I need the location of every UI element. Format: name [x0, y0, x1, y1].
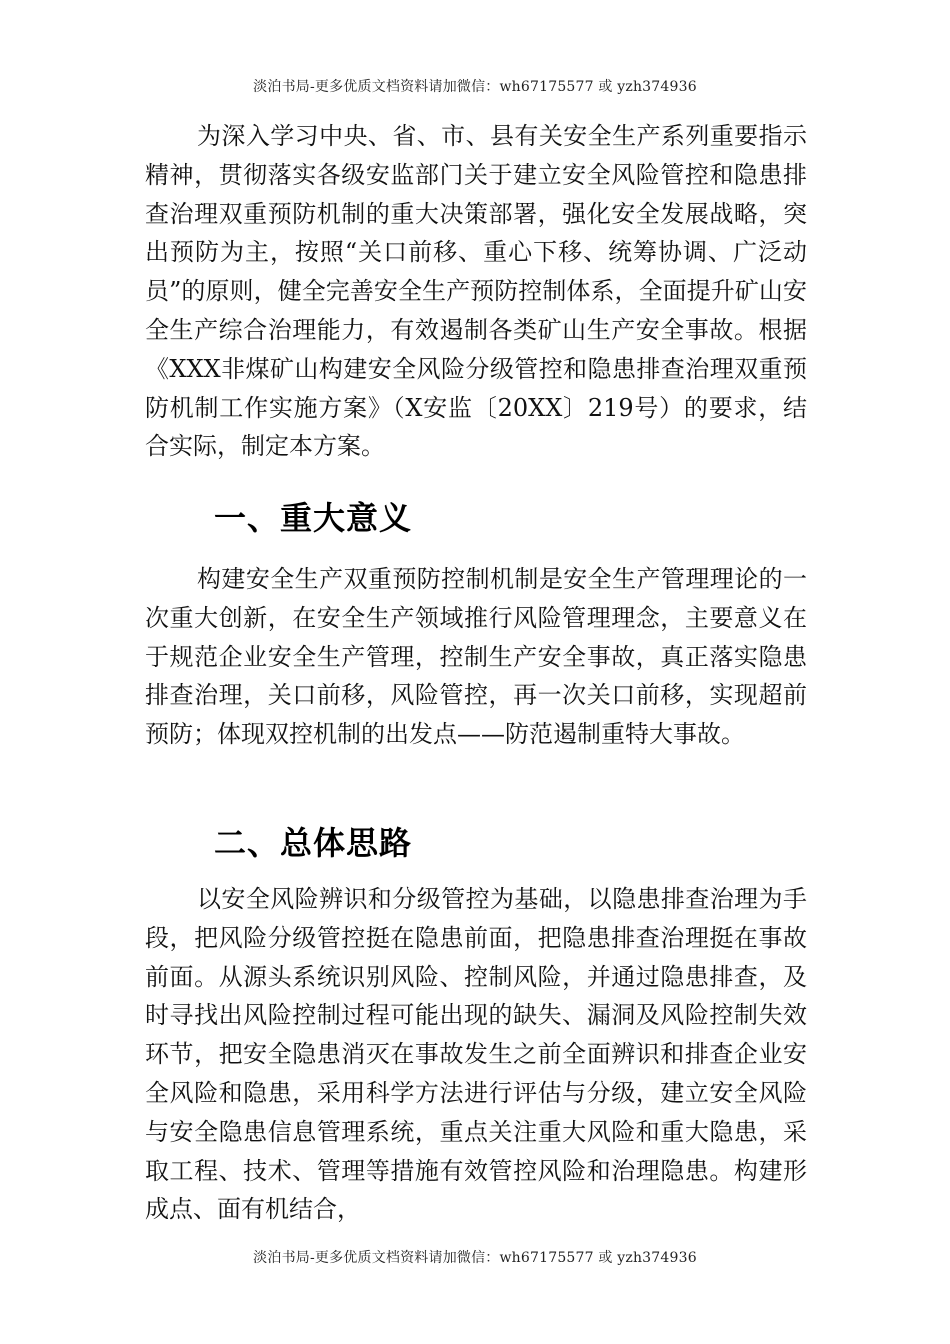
intro-paragraph: 为深入学习中央、省、市、县有关安全生产系列重要指示精神，贯彻落实各级安监部门关于建立安全风险管控和隐患排查治理双重预防机制的重大决策部署，强化安全发展战略，突出预防为主，按照“关口前移、重心下移、统筹协调、广泛动员”的原则，健全完善安全生产预防控制体系，全面提升矿山安全生产综合治理能力，有效遏制各类矿山生产安全事故。根据《XXX非煤矿山构建安全风险分级管控和隐患排查治理双重预防机制工作实施方案》（X安监〔20XX〕219号）的要求，结合实际，制定本方案。	[145, 122, 807, 461]
section-heading-significance: 一、重大意义	[214, 499, 413, 537]
footer-watermark-note: 淡泊书局-更多优质文档资料请加微信：wh67175577 或 yzh374936	[253, 1250, 697, 1266]
section-paragraph-significance: 构建安全生产双重预防控制机制是安全生产管理理论的一次重大创新，在安全生产领域推行风险管理理念，主要意义在于规范企业安全生产管理，控制生产安全事故，真正落实隐患排查治理，关口前移，风险管控，再一次关口前移，实现超前预防；体现双控机制的出发点——防范遏制重特大事故。	[145, 565, 807, 749]
section-paragraph-overall-approach: 以安全风险辨识和分级管控为基础，以隐患排查治理为手段，把风险分级管控挺在隐患前面，把隐患排查治理挺在事故前面。从源头系统识别风险、控制风险，并通过隐患排查，及时寻找出风险控制过程可能出现的缺失、漏洞及风险控制失效环节，把安全隐患消灭在事故发生之前全面辨识和排查企业安全风险和隐患，采用科学方法进行评估与分级，建立安全风险与安全隐患信息管理系统，重点关注重大风险和重大隐患，采取工程、技术、管理等措施有效管控风险和治理隐患。构建形成点、面有机结合，	[145, 885, 807, 1224]
header-watermark-note: 淡泊书局-更多优质文档资料请加微信：wh67175577 或 yzh374936	[253, 79, 697, 95]
section-heading-overall-approach: 二、总体思路	[214, 824, 413, 862]
